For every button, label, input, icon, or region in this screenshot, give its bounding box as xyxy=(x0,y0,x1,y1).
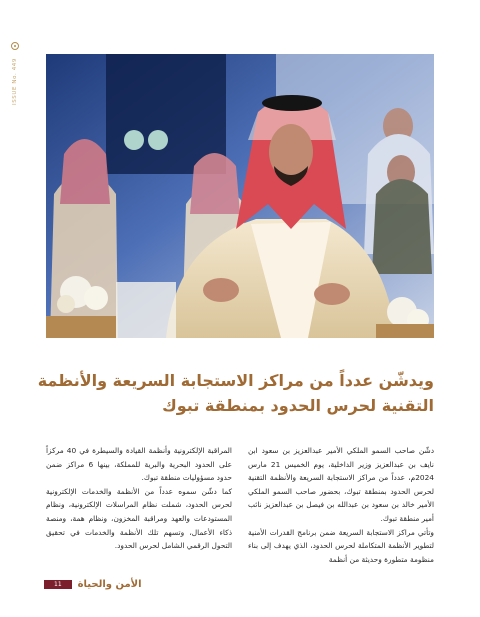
headline-line-1: ويدشّن عدداً من مراكز الاستجابة السريعة والأنظمة xyxy=(37,371,434,390)
paragraph: المراقبة الإلكترونية وأنظمة القيادة والسيطرة في 40 مركزاً على الحدود البحرية والبرية للمملكة، بينها 6 مراكز ضمن حدود مسؤوليات منطقة تبوك. xyxy=(46,446,233,483)
paragraph: دشّن صاحب السمو الملكي الأمير عبدالعزيز بن سعود ابن نايف بن عبدالعزيز وزير الداخلية، يوم الخميس 21 مارس 2024م، عدداً من مراكز الاستجابة السريعة والأنظمة التقنية لحرس الحدود بمنطقة تبوك، بحضور صاحب السمو الملكي الأمير خالد بن سعود بن عبدالله بن فيصل بن عبدالعزيز نائب أمير منطقة تبوك. xyxy=(248,446,434,523)
paragraph: وتأتي مراكز الاستجابة السريعة ضمن برنامج القدرات الأمنية لتطوير الأنظمة المتكاملة لحرس الحدود، الذي يهدف إلى بناء منظومة متطورة وحديثة من أنظمة xyxy=(248,527,434,564)
headline-line-2: التقنية لحرس الحدود بمنطقة تبوك xyxy=(162,396,434,415)
paragraph: كما دشّن سموه عدداً من الأنظمة والخدمات الإلكترونية لحرس الحدود، شملت نظام المراسلات الإلكترونية، ونظام المستودعات والعهد ومراقبة المخزون، ونظام همة، ومنصة ذكاء الأعمال، وتسهم تلك الأنظمة والخدمات في تحقيق التحول الرقمي الشامل لحرس الحدود. xyxy=(46,486,232,551)
article-column-left xyxy=(46,444,232,553)
ceremony-photo-illustration xyxy=(46,54,434,338)
magazine-brand: الأمن والحياة xyxy=(77,578,142,590)
article-headline xyxy=(37,368,434,418)
article-photo xyxy=(46,54,434,338)
article-column-right xyxy=(248,444,434,566)
emblem-icon xyxy=(11,42,19,50)
issue-label: ISSUE No. 449 xyxy=(12,58,18,106)
side-issue-mark xyxy=(8,42,22,105)
page-number-badge: 11 xyxy=(44,580,72,589)
page-footer xyxy=(44,577,142,591)
